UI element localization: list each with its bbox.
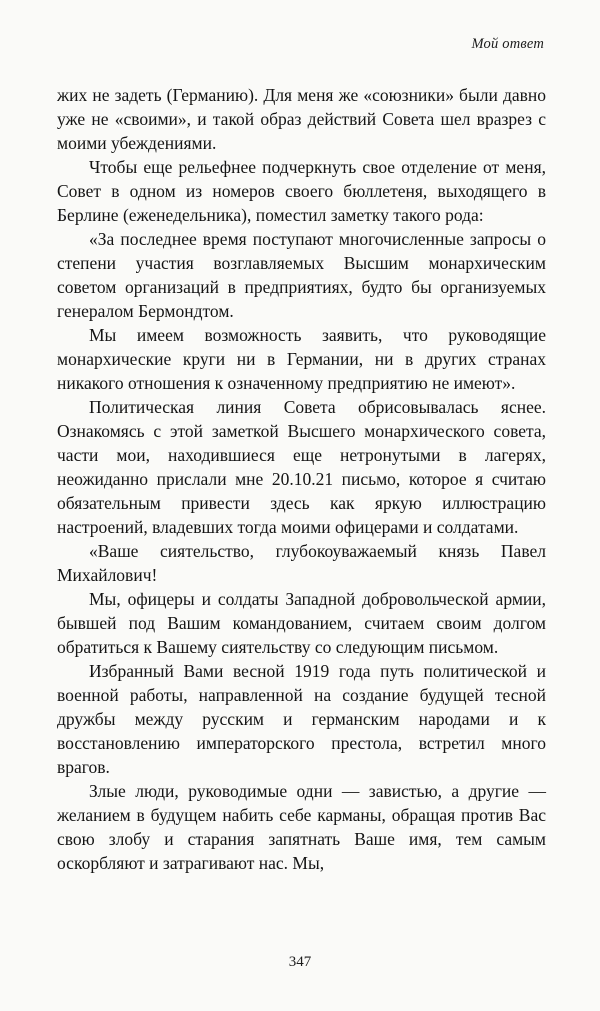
paragraph: Мы имеем возможность заявить, что руководящие монархические круги ни в Германии, ни в других странах никакого отношения к означенному предприятию не имеют».: [57, 325, 546, 393]
paragraph: «Ваше сиятельство, глубокоуважаемый князь Павел Михайлович!: [57, 541, 546, 585]
paragraph: жих не задеть (Германию). Для меня же «союзники» были давно уже не «своими», и такой образ действий Совета шел вразрез с моими убеждениями.: [57, 85, 546, 153]
paragraph: Чтобы еще рельефнее подчеркнуть свое отделение от меня, Совет в одном из номеров своего бюллетеня, выходящего в Берлине (еженедельника), поместил заметку такого рода:: [57, 157, 546, 225]
paragraph: Избранный Вами весной 1919 года путь политической и военной работы, направленной на создание будущей тесной дружбы между русским и германским народами и к восстановлению императорского престола, встретил много врагов.: [57, 661, 546, 777]
running-header: Мой ответ: [471, 36, 544, 52]
paragraph: «За последнее время поступают многочисленные запросы о степени участия возглавляемых Высшим монархическим советом организаций в предприятиях, будто бы организуемых генералом Бермондтом.: [57, 229, 546, 321]
paragraph: Политическая линия Совета обрисовывалась яснее. Ознакомясь с этой заметкой Высшего монархического совета, части мои, находившиеся еще нетронутыми в лагерях, неожиданно прислали мне 20.10.21 письмо, которое я считаю обязательным привести здесь как яркую иллюстрацию настроений, владевших тогда моими офицерами и солдатами.: [57, 397, 546, 537]
text-block: [57, 83, 546, 875]
paragraph: Злые люди, руководимые одни — завистью, а другие — желанием в будущем набить себе карманы, обращая против Вас свою злобу и старания запятнать Ваше имя, тем самым оскорбляют и затрагивают нас. Мы,: [57, 781, 546, 873]
paragraph: Мы, офицеры и солдаты Западной добровольческой армии, бывшей под Вашим командованием, считаем своим долгом обратиться к Вашему сиятельству со следующим письмом.: [57, 589, 546, 657]
page-number: 347: [288, 954, 312, 970]
